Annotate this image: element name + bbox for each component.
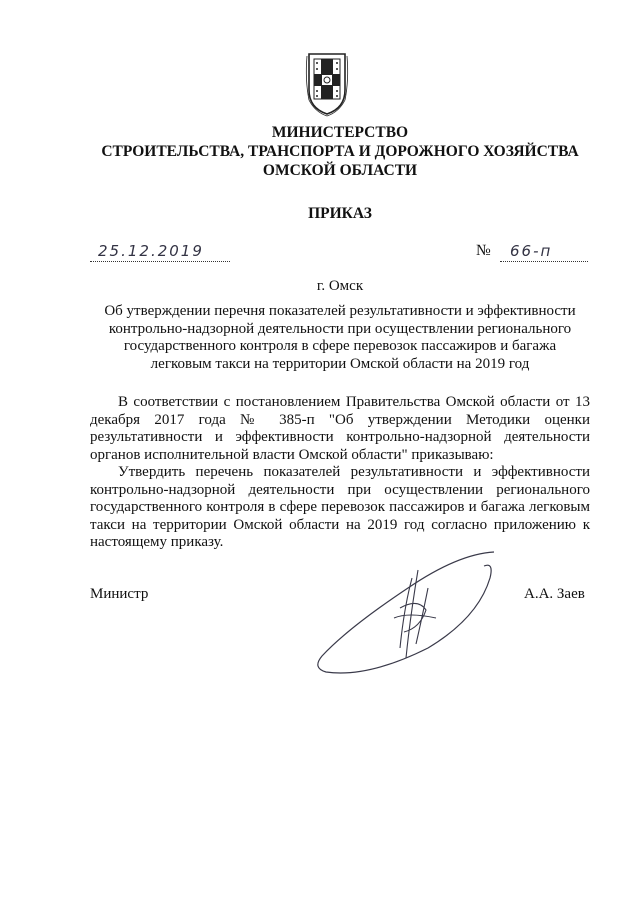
ministry-line: СТРОИТЕЛЬСТВА, ТРАНСПОРТА И ДОРОЖНОГО ХОЗЯЙСТВА	[101, 143, 579, 160]
ministry-line: МИНИСТЕРСТВО	[271, 124, 409, 141]
body-paragraph-2: Утвердить перечень показателей результативности и эффективности контрольно-надзорной деятельности при осуществлении регионального государственного контроля в сфере перевозок пассажиров и багажа легковым такси на территории Омской области на 2019 год согласно приложению к настоящему приказу.	[90, 464, 590, 550]
subject-line: контрольно-надзорной деятельности при осуществлении регионального	[108, 320, 572, 337]
order-subject	[60, 303, 620, 373]
subject-line: Об утверждении перечня показателей результативности и эффективности	[104, 303, 576, 319]
number-sign: №	[476, 242, 491, 259]
subject-line: государственного контроля в сфере перевозок пассажиров и багажа	[123, 338, 557, 354]
handwritten-signature-icon	[308, 548, 498, 678]
city: г. Омск	[316, 278, 364, 294]
body-paragraph-1: В соответствии с постановлением Правительства Омской области от 13 декабря 2017 года № 385-п "Об утверждении Методики оценки результативности и эффективности контрольно-надзорной деятельности органов исполнительной власти Омской области" приказываю:	[90, 394, 590, 463]
coat-of-arms-icon	[303, 50, 351, 118]
subject-line: легковым такси на территории Омской области на 2019 год	[150, 355, 530, 372]
signatory-position: Министр	[90, 586, 149, 602]
ministry-line: ОМСКОЙ ОБЛАСТИ	[262, 162, 418, 179]
order-date: 25.12.2019	[98, 242, 204, 260]
order-number-field	[500, 239, 588, 262]
order-number: 66-п	[510, 242, 553, 260]
order-title: ПРИКАЗ	[308, 205, 372, 222]
signatory-name: А.А. Заев	[524, 586, 585, 602]
order-date-field	[90, 239, 230, 262]
ministry-name	[60, 123, 620, 180]
